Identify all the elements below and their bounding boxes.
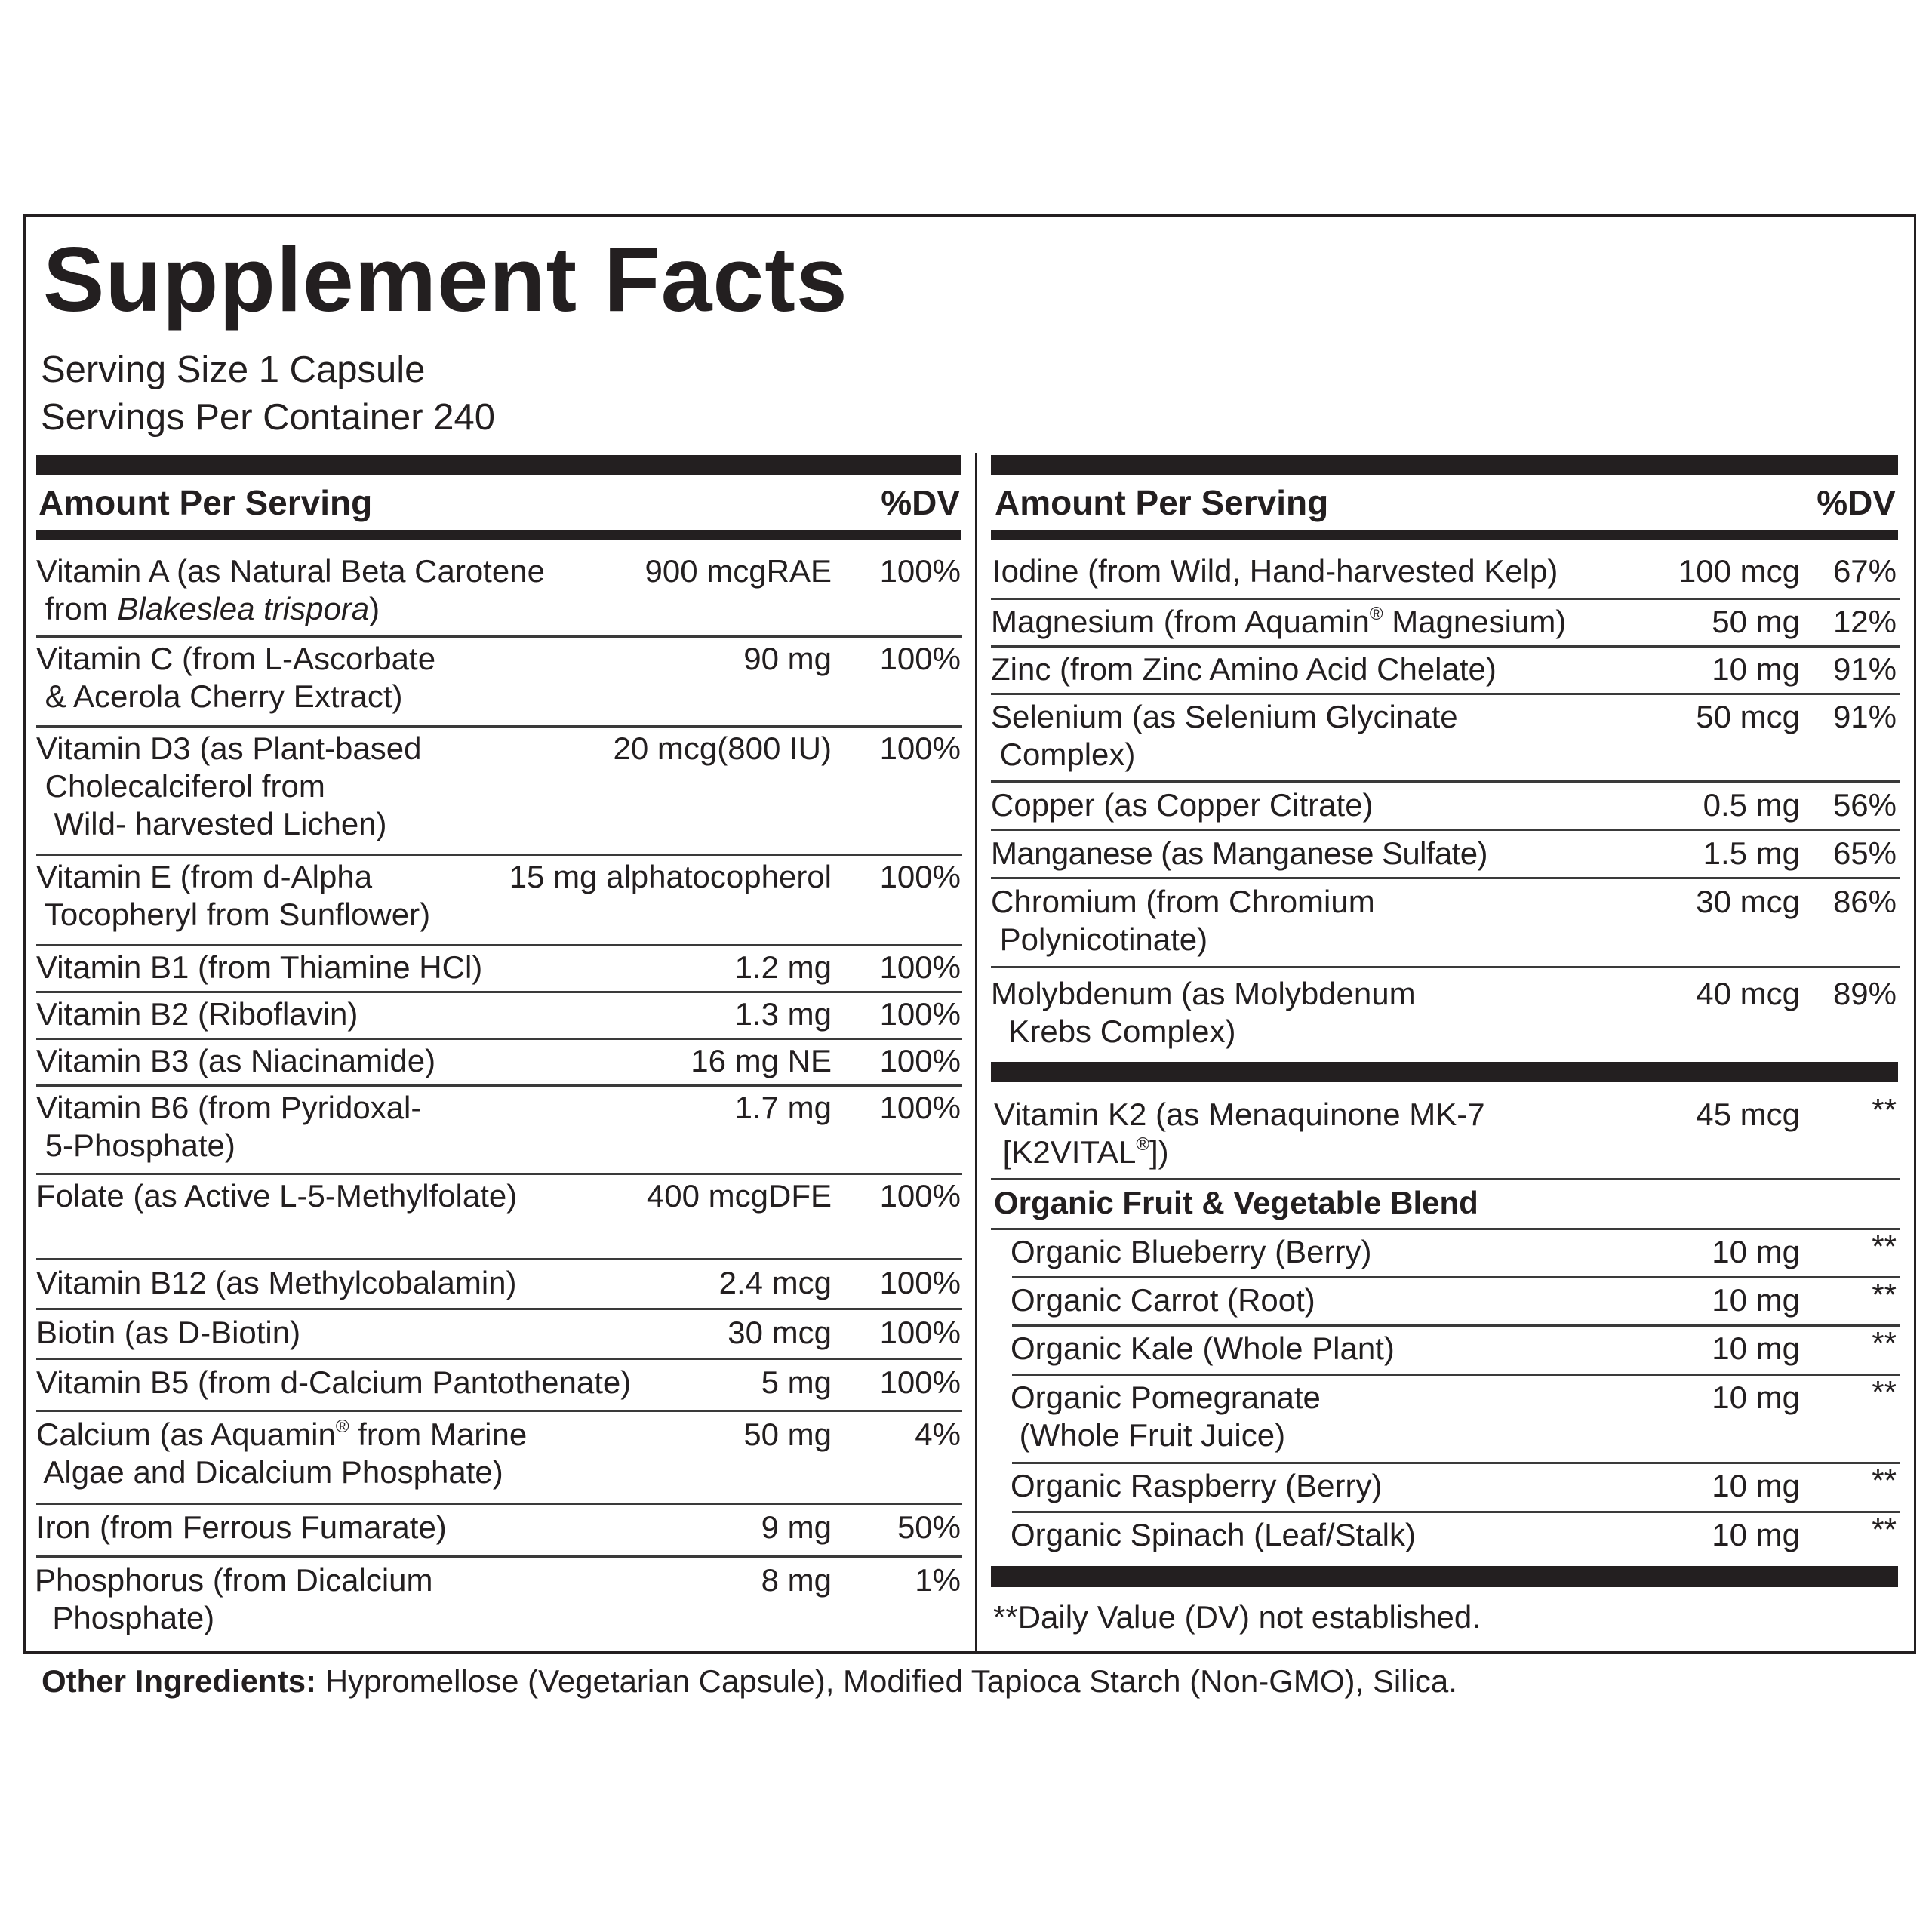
nutrient-dv: 91% bbox=[1832, 651, 1897, 687]
nutrient-row-iodine bbox=[991, 540, 1900, 600]
nutrient-row-vitamin-b12 bbox=[36, 1258, 962, 1310]
nutrient-name: Folate (as Active L-5-Methylfolate) bbox=[36, 1178, 518, 1214]
blend-item-blueberry bbox=[1012, 1228, 1900, 1278]
nutrient-dv: 100% bbox=[879, 1265, 961, 1300]
nutrient-amount: 45 mcg bbox=[1696, 1097, 1800, 1132]
nutrient-dv: 50% bbox=[897, 1509, 961, 1545]
nutrient-name: Iodine (from Wild, Hand-harvested Kelp) bbox=[992, 553, 1558, 589]
nutrient-row-magnesium bbox=[991, 598, 1900, 648]
nutrient-row-vitamin-a bbox=[36, 540, 962, 638]
nutrient-dv: 100% bbox=[879, 1315, 961, 1350]
nutrient-amount: 900 mcgRAE bbox=[645, 553, 832, 589]
blend-item-dv: ** bbox=[1872, 1229, 1897, 1264]
nutrient-amount: 1.7 mg bbox=[734, 1090, 832, 1125]
blend-item-raspberry bbox=[1012, 1462, 1900, 1513]
nutrient-name: Manganese (as Manganese Sulfate) bbox=[991, 835, 1487, 871]
nutrient-row-iron bbox=[36, 1503, 962, 1558]
column-divider bbox=[975, 453, 977, 1651]
nutrient-amount: 50 mg bbox=[1712, 604, 1800, 639]
nutrient-dv: 4% bbox=[915, 1417, 961, 1452]
nutrient-row-vitamin-b3 bbox=[36, 1038, 962, 1087]
nutrient-amount: 30 mcg bbox=[1696, 884, 1800, 919]
nutrient-name: Phosphorus (from Dicalcium Phosphate) bbox=[35, 1562, 433, 1635]
nutrient-row-vitamin-b6 bbox=[36, 1084, 962, 1175]
nutrient-amount: 20 mcg(800 IU) bbox=[613, 731, 832, 766]
nutrient-amount: 100 mcg bbox=[1678, 553, 1800, 589]
nutrient-row-biotin bbox=[36, 1308, 962, 1360]
nutrient-dv: 100% bbox=[879, 731, 961, 766]
nutrient-name: Vitamin C (from L-Ascorbate & Acerola Cherry Extract) bbox=[36, 641, 436, 714]
nutrient-row-folate bbox=[36, 1173, 962, 1260]
nutrient-dv: 67% bbox=[1832, 553, 1897, 589]
blend-item-amount: 10 mg bbox=[1712, 1517, 1800, 1552]
blend-item-name: Organic Carrot (Root) bbox=[1011, 1282, 1315, 1318]
nutrient-row-vitamin-d3 bbox=[36, 725, 962, 856]
blend-item-name: Organic Spinach (Leaf/Stalk) bbox=[1011, 1517, 1416, 1552]
nutrient-name: Vitamin A (as Natural Beta Carotene from Blakeslea trispora) bbox=[36, 553, 545, 626]
nutrient-name: Vitamin D3 (as Plant-based Cholecalciferol from Wild- harvested Lichen) bbox=[36, 731, 422, 841]
other-ingredients-text: Hypromellose (Vegetarian Capsule), Modified Tapioca Starch (Non-GMO), Silica. bbox=[316, 1663, 1457, 1699]
thick-rule-right-bottom bbox=[991, 1566, 1898, 1587]
blend-item-name: Organic Kale (Whole Plant) bbox=[1011, 1331, 1395, 1366]
nutrient-amount: 90 mg bbox=[743, 641, 832, 676]
other-ingredients bbox=[42, 1662, 1457, 1701]
nutrient-dv-not-established: ** bbox=[1872, 1092, 1897, 1128]
nutrient-amount: 1.2 mg bbox=[734, 949, 832, 985]
nutrient-amount: 50 mg bbox=[743, 1417, 832, 1452]
nutrient-dv: 1% bbox=[915, 1562, 961, 1598]
nutrient-name: Biotin (as D-Biotin) bbox=[36, 1315, 301, 1350]
blend-item-amount: 10 mg bbox=[1712, 1468, 1800, 1503]
amount-per-serving-header-right: Amount Per Serving bbox=[995, 483, 1329, 522]
blend-item-dv: ** bbox=[1872, 1374, 1897, 1410]
nutrient-amount: 9 mg bbox=[761, 1509, 832, 1545]
nutrient-name: Molybdenum (as Molybdenum Krebs Complex) bbox=[991, 976, 1416, 1049]
nutrient-amount: 5 mg bbox=[761, 1364, 832, 1400]
nutrient-dv: 100% bbox=[879, 996, 961, 1032]
registered-mark: ® bbox=[1136, 1134, 1149, 1155]
nutrient-amount: 15 mg alphatocopherol bbox=[509, 859, 832, 894]
blend-item-carrot bbox=[1012, 1276, 1900, 1327]
nutrient-name: Vitamin K2 (as Menaquinone MK-7 [K2VITAL®]) bbox=[994, 1097, 1485, 1170]
nutrient-amount: 50 mcg bbox=[1696, 699, 1800, 734]
nutrient-name: Vitamin B2 (Riboflavin) bbox=[36, 996, 358, 1032]
blend-title: Organic Fruit & Vegetable Blend bbox=[994, 1185, 1478, 1220]
dv-header-left: %DV bbox=[881, 483, 960, 522]
nutrient-name: Calcium (as Aquamin® from Marine Algae and Dicalcium Phosphate) bbox=[36, 1417, 528, 1490]
nutrient-dv: 100% bbox=[879, 859, 961, 894]
nutrient-row-chromium bbox=[991, 877, 1900, 968]
nutrient-amount: 30 mcg bbox=[728, 1315, 832, 1350]
nutrient-row-phosphorus bbox=[36, 1555, 962, 1651]
nutrient-amount: 1.5 mg bbox=[1703, 835, 1800, 871]
nutrient-name: Vitamin B5 (from d-Calcium Pantothenate) bbox=[36, 1364, 632, 1400]
serving-size: Serving Size 1 Capsule bbox=[41, 349, 426, 390]
registered-mark: ® bbox=[335, 1417, 349, 1437]
nutrient-row-calcium bbox=[36, 1410, 962, 1505]
blend-item-name: Organic Pomegranate (Whole Fruit Juice) bbox=[1011, 1380, 1321, 1453]
thick-rule-right-middle bbox=[991, 1062, 1898, 1082]
blend-item-amount: 10 mg bbox=[1712, 1380, 1800, 1415]
nutrient-amount: 1.3 mg bbox=[734, 996, 832, 1032]
blend-item-amount: 10 mg bbox=[1712, 1234, 1800, 1269]
nutrient-row-molybdenum bbox=[991, 966, 1900, 1062]
nutrient-name: Selenium (as Selenium Glycinate Complex) bbox=[991, 699, 1458, 772]
nutrient-name: Vitamin B12 (as Methylcobalamin) bbox=[36, 1265, 517, 1300]
nutrient-row-vitamin-b1 bbox=[36, 944, 962, 993]
blend-item-spinach bbox=[1012, 1511, 1900, 1566]
nutrient-amount: 0.5 mg bbox=[1703, 787, 1800, 823]
amount-per-serving-header-left: Amount Per Serving bbox=[38, 483, 373, 522]
blend-item-dv: ** bbox=[1872, 1325, 1897, 1361]
nutrient-row-vitamin-b2 bbox=[36, 991, 962, 1040]
nutrient-name: Vitamin E (from d-Alpha Tocopheryl from Sunflower) bbox=[36, 859, 431, 932]
nutrient-row-zinc bbox=[991, 645, 1900, 695]
nutrient-name: Magnesium (from Aquamin® Magnesium) bbox=[991, 604, 1567, 639]
nutrient-row-vitamin-k2 bbox=[991, 1082, 1900, 1180]
nutrient-dv: 89% bbox=[1832, 976, 1897, 1011]
registered-mark: ® bbox=[1369, 604, 1383, 624]
nutrient-name: Vitamin B3 (as Niacinamide) bbox=[36, 1043, 436, 1078]
panel-title: Supplement Facts bbox=[43, 228, 848, 331]
nutrient-dv: 100% bbox=[879, 641, 961, 676]
nutrient-name: Copper (as Copper Citrate) bbox=[991, 787, 1374, 823]
nutrient-dv: 100% bbox=[879, 553, 961, 589]
left-nutrient-column bbox=[36, 0, 962, 1651]
nutrient-dv: 65% bbox=[1832, 835, 1897, 871]
nutrient-row-vitamin-e bbox=[36, 854, 962, 946]
nutrient-dv: 56% bbox=[1832, 787, 1897, 823]
right-nutrient-column bbox=[991, 0, 1900, 1651]
nutrient-row-copper bbox=[991, 780, 1900, 831]
nutrient-amount: 16 mg NE bbox=[691, 1043, 832, 1078]
blend-item-name: Organic Blueberry (Berry) bbox=[1011, 1234, 1372, 1269]
blend-item-amount: 10 mg bbox=[1712, 1282, 1800, 1318]
blend-item-pomegranate bbox=[1012, 1374, 1900, 1464]
blend-item-name: Organic Raspberry (Berry) bbox=[1011, 1468, 1383, 1503]
nutrient-dv: 100% bbox=[879, 1090, 961, 1125]
nutrient-row-manganese bbox=[991, 829, 1900, 879]
nutrient-dv: 100% bbox=[879, 1364, 961, 1400]
nutrient-name: Iron (from Ferrous Fumarate) bbox=[36, 1509, 447, 1545]
nutrient-amount: 40 mcg bbox=[1696, 976, 1800, 1011]
nutrient-row-vitamin-b5 bbox=[36, 1358, 962, 1412]
blend-header-row bbox=[991, 1178, 1900, 1230]
nutrient-amount: 8 mg bbox=[761, 1562, 832, 1598]
nutrient-name: Zinc (from Zinc Amino Acid Chelate) bbox=[991, 651, 1497, 687]
nutrient-name: Vitamin B1 (from Thiamine HCl) bbox=[36, 949, 483, 985]
nutrient-dv: 100% bbox=[879, 1178, 961, 1214]
nutrient-amount: 2.4 mcg bbox=[718, 1265, 832, 1300]
blend-item-dv: ** bbox=[1872, 1277, 1897, 1312]
nutrient-name: Chromium (from Chromium Polynicotinate) bbox=[991, 884, 1375, 957]
servings-per-container: Servings Per Container 240 bbox=[41, 397, 495, 438]
dv-footnote: **Daily Value (DV) not established. bbox=[993, 1599, 1481, 1635]
blend-item-kale bbox=[1012, 1324, 1900, 1376]
other-ingredients-label: Other Ingredients: bbox=[42, 1663, 317, 1699]
blend-item-amount: 10 mg bbox=[1712, 1331, 1800, 1366]
nutrient-name: Vitamin B6 (from Pyridoxal- 5-Phosphate) bbox=[36, 1090, 422, 1163]
blend-item-dv: ** bbox=[1872, 1463, 1897, 1498]
nutrient-dv: 91% bbox=[1832, 699, 1897, 734]
nutrient-dv: 100% bbox=[879, 949, 961, 985]
nutrient-dv: 100% bbox=[879, 1043, 961, 1078]
nutrient-dv: 86% bbox=[1832, 884, 1897, 919]
nutrient-row-vitamin-c bbox=[36, 635, 962, 728]
nutrient-amount: 10 mg bbox=[1712, 651, 1800, 687]
nutrient-row-selenium bbox=[991, 693, 1900, 783]
nutrient-dv: 12% bbox=[1832, 604, 1897, 639]
dv-header-right: %DV bbox=[1817, 483, 1896, 522]
nutrient-amount: 400 mcgDFE bbox=[646, 1178, 832, 1214]
blend-item-dv: ** bbox=[1872, 1512, 1897, 1547]
